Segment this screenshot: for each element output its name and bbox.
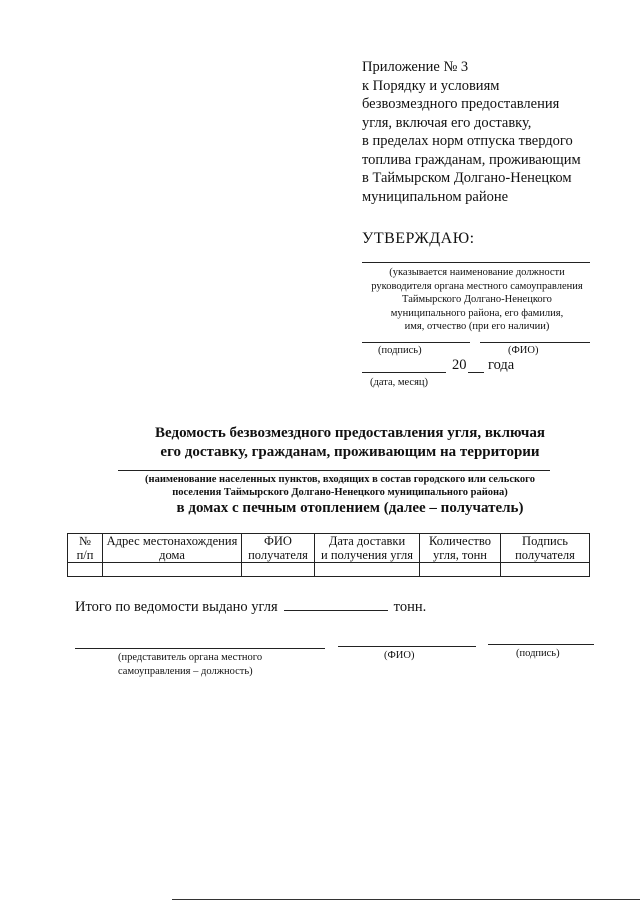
- appendix-line: безвозмездного предоставления: [362, 96, 560, 112]
- appendix-line: топлива гражданам, проживающим: [362, 151, 581, 168]
- approver-position-note: (указывается наименование должности руководителя органа местного самоуправления Таймырского Долгано-Ненецкого муниципального района, его фамилия, имя, отчество (при его наличии): [371, 267, 583, 332]
- approver-position-line[interactable]: [362, 262, 590, 263]
- table-cell[interactable]: [242, 563, 315, 577]
- appendix-line: муниципальном районе: [362, 188, 509, 205]
- table-cell[interactable]: [420, 563, 501, 577]
- approver-signature-line[interactable]: [362, 342, 470, 343]
- header-cell-fio: ФИО получателя: [242, 534, 315, 563]
- appendix-line: в Таймырском Долгано-Ненецком: [362, 170, 572, 186]
- register-table: [67, 533, 590, 577]
- scan-edge-line: [172, 899, 640, 900]
- fio-label: (ФИО): [508, 345, 539, 356]
- header-cell-signature: Подпись получателя: [501, 534, 590, 563]
- year-line[interactable]: [468, 372, 484, 373]
- table-cell[interactable]: [315, 563, 420, 577]
- table-cell[interactable]: [68, 563, 103, 577]
- representative-signature-line[interactable]: [488, 644, 594, 645]
- document-subtitle: в домах с печным отоплением (далее – получатель): [176, 500, 524, 516]
- representative-label: (представитель органа местного самоуправления – должность): [118, 652, 263, 677]
- table-header-row: [68, 534, 590, 563]
- year-suffix: года: [488, 357, 515, 373]
- settlements-line[interactable]: [118, 470, 550, 471]
- totals-line: [75, 598, 426, 616]
- signature-label: (подпись): [378, 345, 422, 356]
- date-line[interactable]: [362, 372, 446, 373]
- header-cell-date: Дата доставки и получения угля: [315, 534, 420, 563]
- appendix-line: угля, включая его доставку,: [362, 114, 532, 131]
- appendix-block: [362, 58, 632, 206]
- settlements-note: (наименование населенных пунктов, входящих в состав городского или сельского поселения Таймырского Долгано-Ненецкого муниципального района): [145, 474, 535, 498]
- header-cell-address: Адрес местонахождения дома: [103, 534, 242, 563]
- representative-fio-label: (ФИО): [384, 650, 415, 661]
- representative-signature-label: (подпись): [516, 648, 560, 659]
- table-row: [68, 563, 590, 577]
- representative-fio-line[interactable]: [338, 646, 476, 647]
- table-cell[interactable]: [501, 563, 590, 577]
- totals-suffix: тонн.: [393, 599, 427, 615]
- representative-line[interactable]: [75, 648, 325, 649]
- approval-heading: УТВЕРЖДАЮ:: [362, 230, 475, 247]
- appendix-line: к Порядку и условиям: [362, 77, 500, 94]
- date-label: (дата, месяц): [370, 377, 429, 388]
- year-prefix: 20: [452, 357, 467, 373]
- appendix-line: Приложение № 3: [362, 59, 469, 75]
- approver-fio-line[interactable]: [480, 342, 590, 343]
- table-cell[interactable]: [103, 563, 242, 577]
- totals-amount-field[interactable]: [284, 598, 388, 611]
- document-title: Ведомость безвозмездного предоставления угля, включая его доставку, гражданам, проживающим на территории: [155, 425, 545, 460]
- appendix-line: в пределах норм отпуска твердого: [362, 133, 573, 149]
- header-cell-quantity: Количество угля, тонн: [420, 534, 501, 563]
- header-cell-number: № п/п: [68, 534, 103, 563]
- totals-prefix: Итого по ведомости выдано угля: [75, 599, 278, 615]
